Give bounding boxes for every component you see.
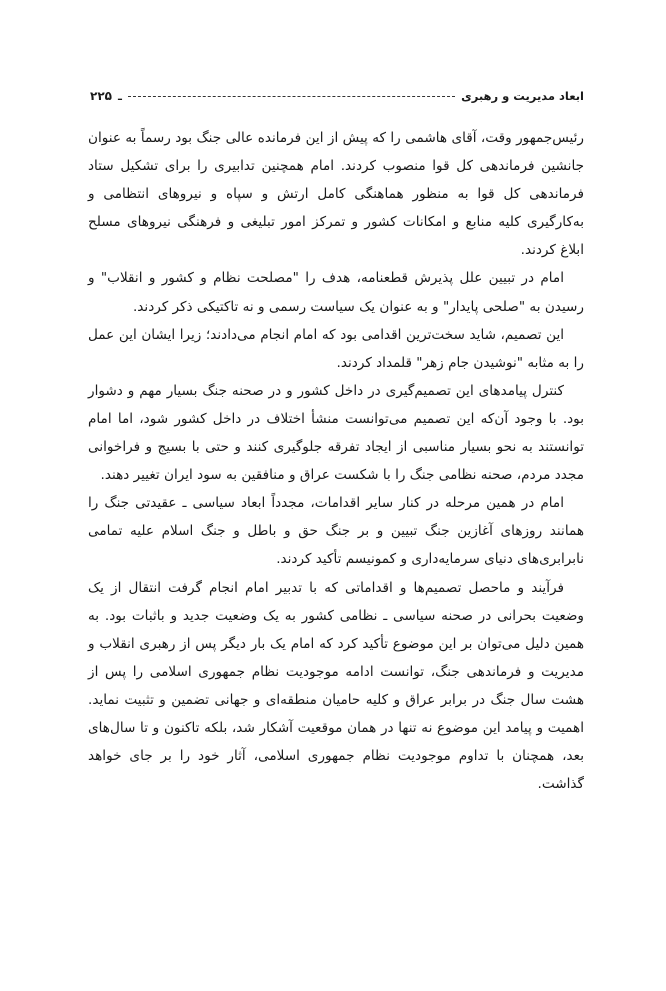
paragraph-4: کنترل پیامدهای این تصمیم‌گیری در داخل کشور و در صحنه جنگ بسیار مهم و دشوار بود. با وجود آن‌که این تصمیم می‌توانست منشأ اختلاف در داخل کشور شود، اما امام توانستند به نحو بسیار مناسبی از ایجاد تفرقه جلوگیری کنند و حتی با بسیج و فراخوانی مجدد مردم، صحنه نظامی جنگ را با شکست عراق و منافقین به سود ایران تغییر دهند. [88,382,584,484]
running-header [90,86,584,106]
paragraph-5: امام در همین مرحله در کنار سایر اقدامات، مجدداً ابعاد سیاسی ـ عقیدتی جنگ را همانند روزهای آغازین جنگ تبیین و بر جنگ حق و باطل و جنگ اسلام علیه تمامی نابرابری‌های دنیای سرمایه‌داری و کمونیسم تأکید کردند. [88,495,584,568]
header-dashed-rule [128,96,455,97]
header-separator: ـ [117,89,122,103]
page-number: ۲۲۵ [90,89,112,103]
chapter-title: ابعاد مدیریت و رهبری [461,89,584,103]
paragraph-3: این تصمیم، شاید سخت‌ترین اقدامی بود که امام انجام می‌دادند؛ زیرا ایشان این عمل را به مثابه "نوشیدن جام زهر" قلمداد کردند. [88,326,584,371]
paragraph-1: رئیس‌جمهور وقت، آقای هاشمی را که پیش از این فرمانده عالی جنگ بود رسماً به عنوان جانشین فرماندهی کل قوا منصوب کردند. امام همچنین تدابیری را برای تشکیل ستاد فرماندهی کل قوا به منظور هماهنگی کامل ارتش و سپاه و نیروهای انتظامی و به‌کارگیری کلیه منابع و امکانات کشور و تمرکز امور تبلیغی و فرهنگی نیروهای مسلح ابلاغ کردند. [88,130,584,259]
paragraph-6: فرآیند و ماحصل تصمیم‌ها و اقداماتی که با تدبیر امام انجام گرفت انتقال از یک وضعیت بحرانی در صحنه سیاسی ـ نظامی کشور به یک وضعیت جدید و باثبات بود. به همین دلیل می‌توان بر این موضوع تأکید کرد که امام یک بار دیگر پس از رهبری انقلاب و مدیریت و فرماندهی جنگ، توانست ادامه موجودیت نظام جمهوری اسلامی را پس از هشت سال جنگ در برابر عراق و کلیه حامیان منطقه‌ای و جهانی تضمین و تثبیت نماید. اهمیت و پیامد این موضوع نه تنها در همان موقعیت آشکار شد، بلکه تاکنون و تا سال‌های بعد، همچنان با تداوم موجودیت نظام جمهوری اسلامی، آثار خود را بر جای خواهد گذاشت. [88,579,584,793]
body-text [88,124,584,798]
paragraph-2: امام در تبیین علل پذیرش قطعنامه، هدف را "مصلحت نظام و کشور و انقلاب" و رسیدن به "صلحی پایدار" و به عنوان یک سیاست رسمی و نه تاکتیکی ذکر کردند. [88,270,584,315]
